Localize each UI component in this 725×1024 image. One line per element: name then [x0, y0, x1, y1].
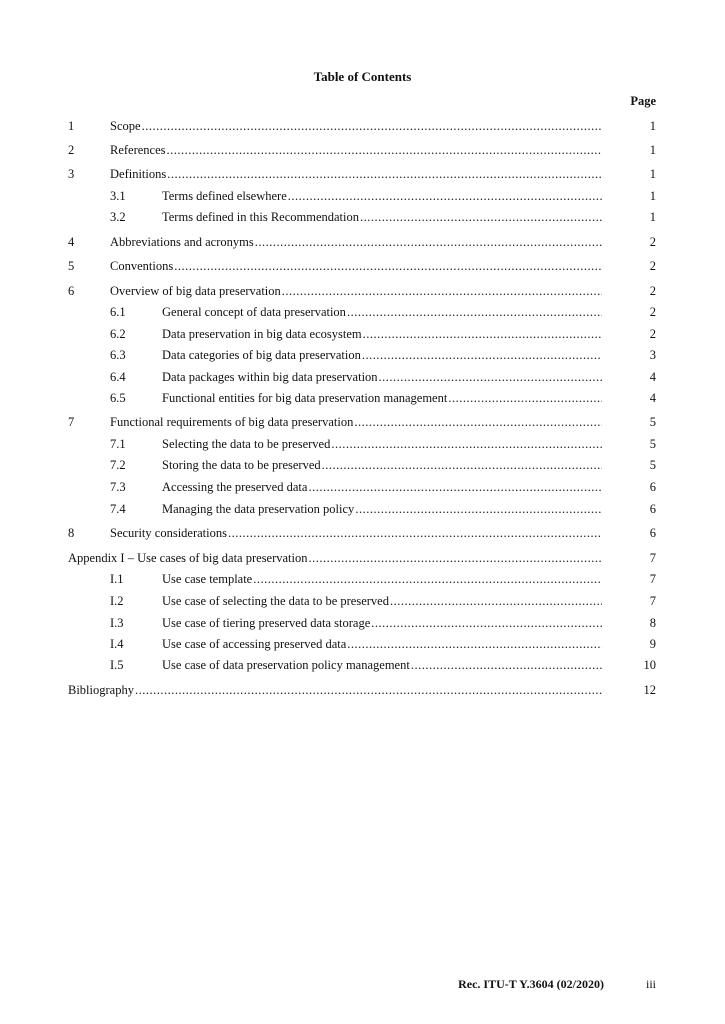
toc-entry-number: I.1 [110, 572, 124, 586]
toc-entry-page: 1 [649, 119, 656, 133]
toc-entry-page: 8 [649, 616, 656, 630]
toc-entry-title[interactable]: Use case of accessing preserved data [162, 637, 347, 651]
toc-entry-page: 7 [649, 572, 656, 586]
toc-entry-terms-defined[interactable] [68, 209, 656, 225]
toc-entry-storing-data[interactable] [68, 457, 656, 473]
toc-entry-title[interactable]: Storing the data to be preserved [162, 458, 321, 472]
toc-entry-title[interactable]: References [110, 143, 166, 157]
toc-entry-title[interactable]: Use case of tiering preserved data storage [162, 616, 371, 630]
toc-entry-title[interactable]: Use case template [162, 572, 253, 586]
footer-page-number: iii [645, 977, 656, 991]
toc-entry-number: 6.2 [110, 327, 126, 341]
toc-entry-title[interactable]: Managing the data preservation policy [162, 502, 355, 516]
toc-entry-page: 1 [649, 167, 656, 181]
toc-entry-title[interactable]: Appendix I – Use cases of big data preservation [68, 551, 308, 565]
toc-entry-number: 3.2 [110, 210, 126, 224]
toc-entry-number: I.2 [110, 594, 124, 608]
toc-entry-appendix-i[interactable] [68, 550, 656, 566]
toc-entry-title[interactable]: Data packages within big data preservation [162, 370, 378, 384]
toc-entry-title[interactable]: Data categories of big data preservation [162, 348, 361, 362]
toc-entry-page: 2 [649, 235, 656, 249]
toc-entry-page: 9 [649, 637, 656, 651]
toc-entry-title[interactable]: Functional entities for big data preservation management [162, 391, 448, 405]
toc-entry-page: 3 [649, 348, 656, 362]
toc-entry-ecosystem[interactable] [68, 326, 656, 342]
toc-entry-number: 6.4 [110, 370, 126, 384]
toc-entry-security[interactable] [68, 525, 656, 541]
toc-entry-references[interactable] [68, 142, 656, 158]
toc-entry-title[interactable]: Selecting the data to be preserved [162, 437, 331, 451]
toc-entry-number: 3.1 [110, 189, 126, 203]
toc-entry-title[interactable]: Use case of selecting the data to be preserved [162, 594, 389, 608]
toc-entry-use-case-selecting[interactable] [68, 593, 656, 609]
toc-entry-page: 6 [649, 480, 656, 494]
toc-entry-scope[interactable] [68, 118, 656, 134]
toc-entry-number: 7.2 [110, 458, 126, 472]
toc-entry-page: 12 [643, 683, 656, 697]
toc-entry-title[interactable]: Accessing the preserved data [162, 480, 308, 494]
toc-entry-number: 6.3 [110, 348, 126, 362]
toc-entry-conventions[interactable] [68, 258, 656, 274]
toc-entry-number: 6.1 [110, 305, 126, 319]
toc-entry-title[interactable]: Use case of data preservation policy management [162, 658, 410, 672]
toc-entry-definitions[interactable] [68, 166, 656, 182]
toc-entry-page: 5 [649, 437, 656, 451]
toc-entry-title[interactable]: Functional requirements of big data preservation [110, 415, 354, 429]
toc-entry-number: 7 [68, 415, 75, 429]
toc-entry-number: 6 [68, 284, 75, 298]
toc-entry-number: 4 [68, 235, 75, 249]
toc-entry-page: 5 [649, 458, 656, 472]
toc-entry-title[interactable]: General concept of data preservation [162, 305, 346, 319]
toc-entry-page: 2 [649, 259, 656, 273]
toc-entry-bibliography[interactable] [68, 682, 656, 698]
toc-entry-page: 4 [649, 370, 656, 384]
toc-entry-selecting-data[interactable] [68, 436, 656, 452]
toc-entry-number: 7.4 [110, 502, 126, 516]
toc-entry-page: 2 [649, 327, 656, 341]
toc-entry-use-case-template[interactable] [68, 571, 656, 587]
toc-entry-number: 3 [68, 167, 75, 181]
toc-entry-page: 7 [649, 551, 656, 565]
toc-entry-page: 2 [649, 305, 656, 319]
toc-title: Table of Contents [313, 69, 412, 84]
toc-entry-terms-elsewhere[interactable] [68, 188, 656, 204]
toc-entry-general-concept[interactable] [68, 304, 656, 320]
toc-entry-overview[interactable] [68, 283, 656, 299]
toc-entry-page: 4 [649, 391, 656, 405]
toc-entry-page: 1 [649, 143, 656, 157]
toc-entry-use-case-policy[interactable] [68, 657, 656, 673]
toc-entry-number: I.5 [110, 658, 124, 672]
toc-entry-use-case-tiering[interactable] [68, 615, 656, 631]
toc-entry-number: 7.1 [110, 437, 126, 451]
toc-entry-title[interactable]: Abbreviations and acronyms [110, 235, 254, 249]
toc-entry-title[interactable]: Bibliography [68, 683, 134, 697]
toc-entry-page: 1 [649, 210, 656, 224]
toc-entry-number: 1 [68, 119, 75, 133]
toc-entry-functional-requirements[interactable] [68, 414, 656, 430]
toc-entry-use-case-accessing[interactable] [68, 636, 656, 652]
page-column-header: Page [630, 94, 656, 108]
toc-entry-accessing-data[interactable] [68, 479, 656, 495]
toc-entry-number: 8 [68, 526, 75, 540]
toc-entry-title[interactable]: Scope [110, 119, 141, 133]
toc-entry-page: 1 [649, 189, 656, 203]
toc-entry-functional-entities[interactable] [68, 390, 656, 406]
toc-entry-title[interactable]: Overview of big data preservation [110, 284, 281, 298]
toc-entry-title[interactable]: Conventions [110, 259, 174, 273]
toc-entry-number: 2 [68, 143, 75, 157]
toc-entry-page: 6 [649, 502, 656, 516]
toc-entry-number: 6.5 [110, 391, 126, 405]
toc-entry-title[interactable]: Data preservation in big data ecosystem [162, 327, 362, 341]
toc-entry-page: 2 [649, 284, 656, 298]
toc-entry-title[interactable]: Definitions [110, 167, 167, 181]
toc-entry-abbreviations[interactable] [68, 234, 656, 250]
toc-entry-data-packages[interactable] [68, 369, 656, 385]
toc-entry-title[interactable]: Terms defined elsewhere [162, 189, 287, 203]
toc-entry-number: 5 [68, 259, 75, 273]
toc-entry-title[interactable]: Security considerations [110, 526, 227, 540]
toc-entry-page: 6 [649, 526, 656, 540]
toc-entry-number: I.3 [110, 616, 124, 630]
toc-entry-number: I.4 [110, 637, 124, 651]
toc-entry-page: 7 [649, 594, 656, 608]
toc-entry-data-categories[interactable] [68, 347, 656, 363]
toc-entry-managing-policy[interactable] [68, 501, 656, 517]
footer-reference: Rec. ITU-T Y.3604 (02/2020) [458, 977, 604, 991]
toc-entry-number: 7.3 [110, 480, 126, 494]
toc-entry-page: 5 [649, 415, 656, 429]
toc-entry-page: 10 [643, 658, 656, 672]
toc-entry-title[interactable]: Terms defined in this Recommendation [162, 210, 359, 224]
